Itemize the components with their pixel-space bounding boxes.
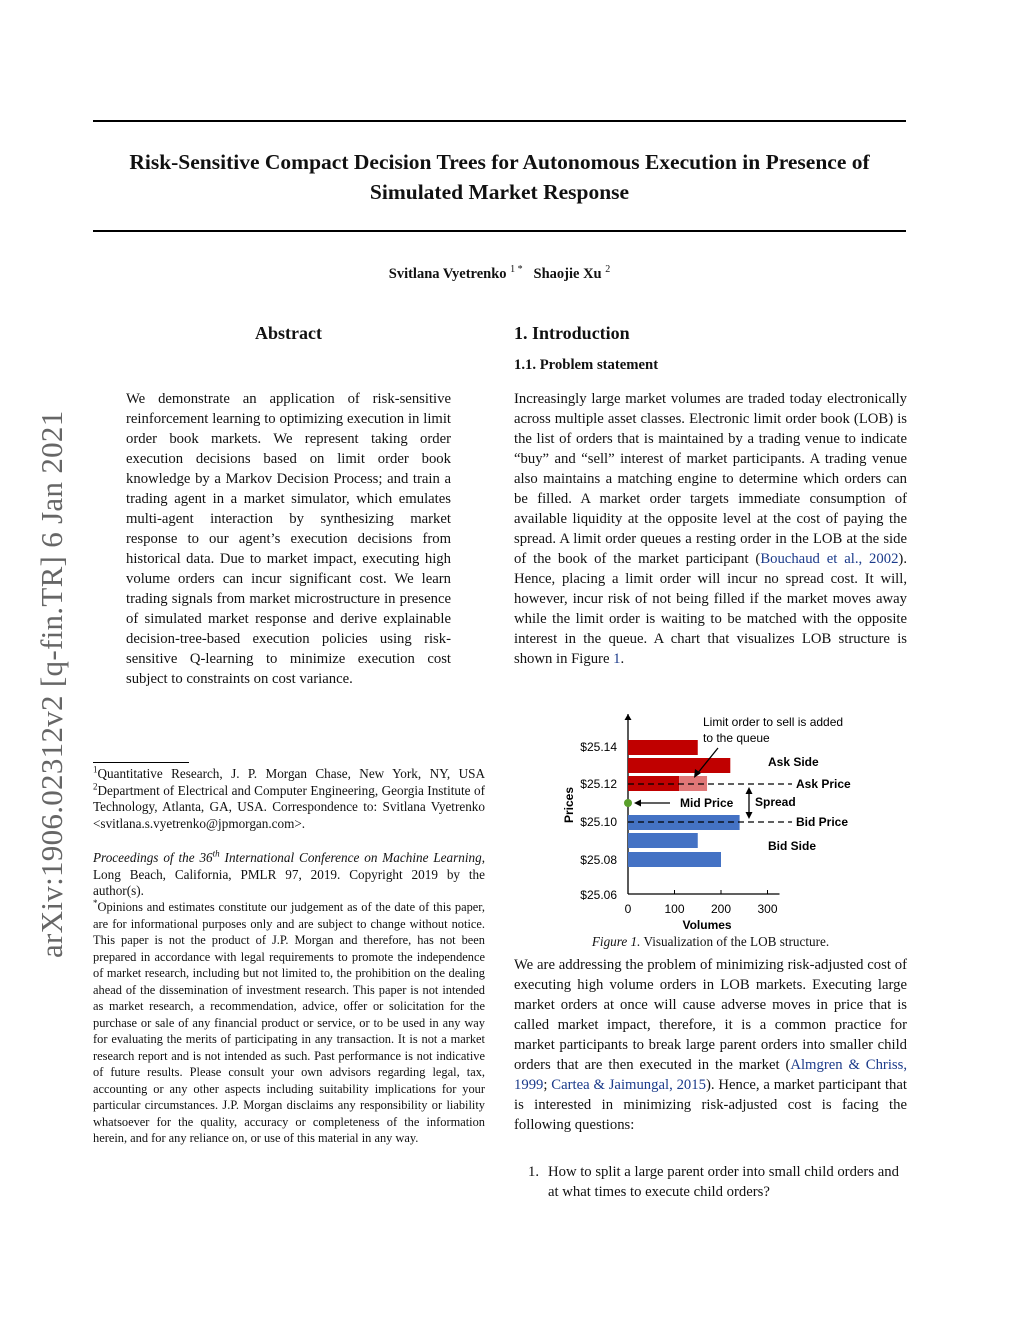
author-1-name: Svitlana Vyetrenko (388, 266, 507, 282)
list-item-text: How to split a large parent order into small child orders and at what times to execute child orders? (548, 1164, 899, 1200)
y-tick-label: $25.10 (580, 815, 617, 829)
title-bottom-rule (93, 230, 906, 232)
arxiv-identifier: arXiv:1906.02312v2 [q-fin.TR] 6 Jan 2021 (34, 410, 69, 958)
p1-text-c: . (620, 651, 625, 667)
proc-venue-b: International Conference on Machine Learning (219, 850, 482, 865)
fn-disclaimer-text: Opinions and estimates constitute our judgement as of the date of this paper, are for informational purposes only and are subject to change without notice. This paper is not the product of J.P. Morgan and therefore, has not been prepared in accordance with legal requirements to promote the independence of market research, including but not limited to, the prohibition on the dealing ahead of the dissemination of investment research. This paper is not intended as market research, a recommendation, advice, offer or solicitation for the purchase or sale of any financial product or service, or to be used in any way for evaluating the merits of participating in any transaction. It is not a market research report and is not intended as such. Past performance is not indicative of future results. Please consult your own advisors regarding legal, tax, accounting or any other aspects including suitability implications for your particular circumstances. J.P. Morgan disclaims any responsibility or liability whatsoever for the quality, accuracy or completeness of the information herein, and for any reliance on, or use of this material in any way. (93, 900, 485, 1145)
p2-separator: ; (543, 1077, 552, 1093)
x-tick-label: 200 (710, 902, 732, 916)
p1-text-a: Increasingly large market volumes are traded today electronically across multiple asset classes. Electronic limit order book (LOB) is the list of orders that is maintained by a trading venue to indicate “buy” and “sell” interest of market participants. A trading venue also maintains a matching engine to determine which orders can be filled. A market order targets immediate consumption of available liquidity at the opposite level at the cost of paying the spread. A limit order queues a resting order in the LOB at the side of the book of the market participant ( (514, 391, 907, 567)
mid-price-label: Mid Price (680, 796, 734, 810)
abstract-heading: Abstract (255, 323, 322, 343)
fn-affiliation-2: Department of Electrical and Computer Engineering, Georgia Institute of Technology, Atlanta, GA, USA. Correspondence to: Svitlana Vyetrenko <svitlana.s.vyetrenko@jpmorgan.com>. (93, 782, 485, 831)
limit-order-annotation-line1: Limit order to sell is added (703, 715, 844, 729)
p2-text-b: ). Hence, a market participant that is interested in minimizing risk-adjusted cost is facing the following questions: (514, 1077, 907, 1133)
fn-affiliation-1: Quantitative Research, J. P. Morgan Chase, New York, NY, USA (97, 766, 485, 781)
spread-label: Spread (755, 795, 796, 809)
abstract-text: We demonstrate an application of risk-sensitive reinforcement learning to optimizing execution in limit order book markets. We represent taking order execution decisions based on limit order book knowledge by a Markov Decision Process; and train a trading agent in a market simulator, which emulates multi-agent interaction by synthesizing market response to our agent’s execution decisions from historical data. Due to market impact, executing high volume orders can incur significant cost. We learn trading signals from market microstructure in presence of simulated market response and derive explainable decision-tree-based execution policies using risk-sensitive Q-learning to minimize execution cost subject to constraints on cost variance. (126, 391, 451, 687)
spread-arrowhead-top (746, 787, 753, 794)
mid-price-dot (624, 799, 632, 807)
fn-disclaimer-sup: * (93, 897, 98, 908)
citation-bouchaud[interactable]: Bouchaud et al., 2002 (760, 551, 899, 567)
p1-text-b: ). Hence, placing a limit order will incur no spread cost. It will, however, incur risk of not being filled if the market moves away while the limit order is waiting to be matched with the opposite interest in the queue. A chart that visualizes LOB structure is shown in Figure (514, 551, 907, 667)
ask-side-label: Ask Side (768, 755, 819, 769)
list-item-number: 1. (528, 1164, 540, 1180)
caption-label: Figure 1. (591, 934, 641, 949)
x-axis-label: Volumes (682, 918, 732, 932)
author-2-affiliation: 2 (605, 264, 611, 276)
bid-side-label: Bid Side (768, 839, 817, 853)
ask-price-label: Ask Price (796, 777, 851, 791)
intro-paragraph-2 (514, 955, 907, 1135)
author-line (93, 266, 906, 283)
figure-caption (514, 934, 907, 950)
proc-details: , Long Beach, California, PMLR 97, 2019. Copyright 2019 by the author(s). (93, 850, 485, 898)
ask-bar (628, 758, 730, 773)
p2-text-a: We are addressing the problem of minimizing risk-adjusted cost of executing high volume orders in LOB markets. Executing large market orders at once will cause adverse moves in price that is called market impact, therefore, it is a common practice for market participants to break large parent orders into smaller child orders that are then executed in the market ( (514, 957, 907, 1073)
list-item (528, 1162, 908, 1202)
x-tick-label: 0 (624, 902, 632, 916)
proc-sup: th (212, 848, 220, 859)
citation-almgren[interactable]: Almgren & Chriss, 1999 (514, 1057, 908, 1093)
y-tick-label: $25.14 (580, 740, 617, 754)
footnote-proceedings (93, 850, 485, 900)
bid-price-label: Bid Price (796, 815, 849, 829)
author-1-affiliation: 1 * (510, 264, 523, 276)
proc-venue-a: Proceedings of the 36 (93, 850, 213, 865)
citation-cartea[interactable]: Cartea & Jaimungal, 2015 (551, 1077, 706, 1093)
problem-statement-heading: 1.1. Problem statement (514, 357, 659, 373)
ask-bar (628, 740, 698, 755)
fn-sup-2: 2 (93, 781, 98, 792)
figure-1-reference[interactable]: 1 (613, 651, 621, 667)
lob-chart (560, 710, 860, 935)
x-tick-label: 100 (664, 902, 685, 916)
intro-paragraph-1 (514, 389, 907, 669)
caption-text: Visualization of the LOB structure. (640, 934, 830, 949)
spread-arrowhead-bottom (746, 812, 753, 819)
author-2-name: Shaojie Xu (533, 266, 602, 282)
y-axis-arrow (625, 714, 632, 720)
y-tick-label: $25.06 (580, 888, 617, 902)
bid-bar (628, 833, 698, 848)
bid-bar (628, 852, 721, 867)
limit-order-annotation-line2: to the queue (703, 731, 770, 745)
y-tick-label: $25.12 (580, 777, 617, 791)
intro-heading: 1. Introduction (514, 323, 630, 343)
y-tick-label: $25.08 (580, 853, 617, 867)
footnote-affiliations (93, 766, 485, 832)
y-axis-label: Prices (562, 786, 576, 824)
footnote-rule (93, 762, 189, 763)
title-top-rule (93, 120, 906, 122)
mid-price-arrowhead (634, 800, 641, 807)
x-tick-label: 300 (757, 902, 778, 916)
footnote-disclaimer (93, 899, 485, 1147)
paper-title: Risk-Sensitive Compact Decision Trees for Autonomous Execution in Presence of Simulated Market Response (129, 150, 870, 204)
fn-sup-1: 1 (93, 764, 98, 775)
